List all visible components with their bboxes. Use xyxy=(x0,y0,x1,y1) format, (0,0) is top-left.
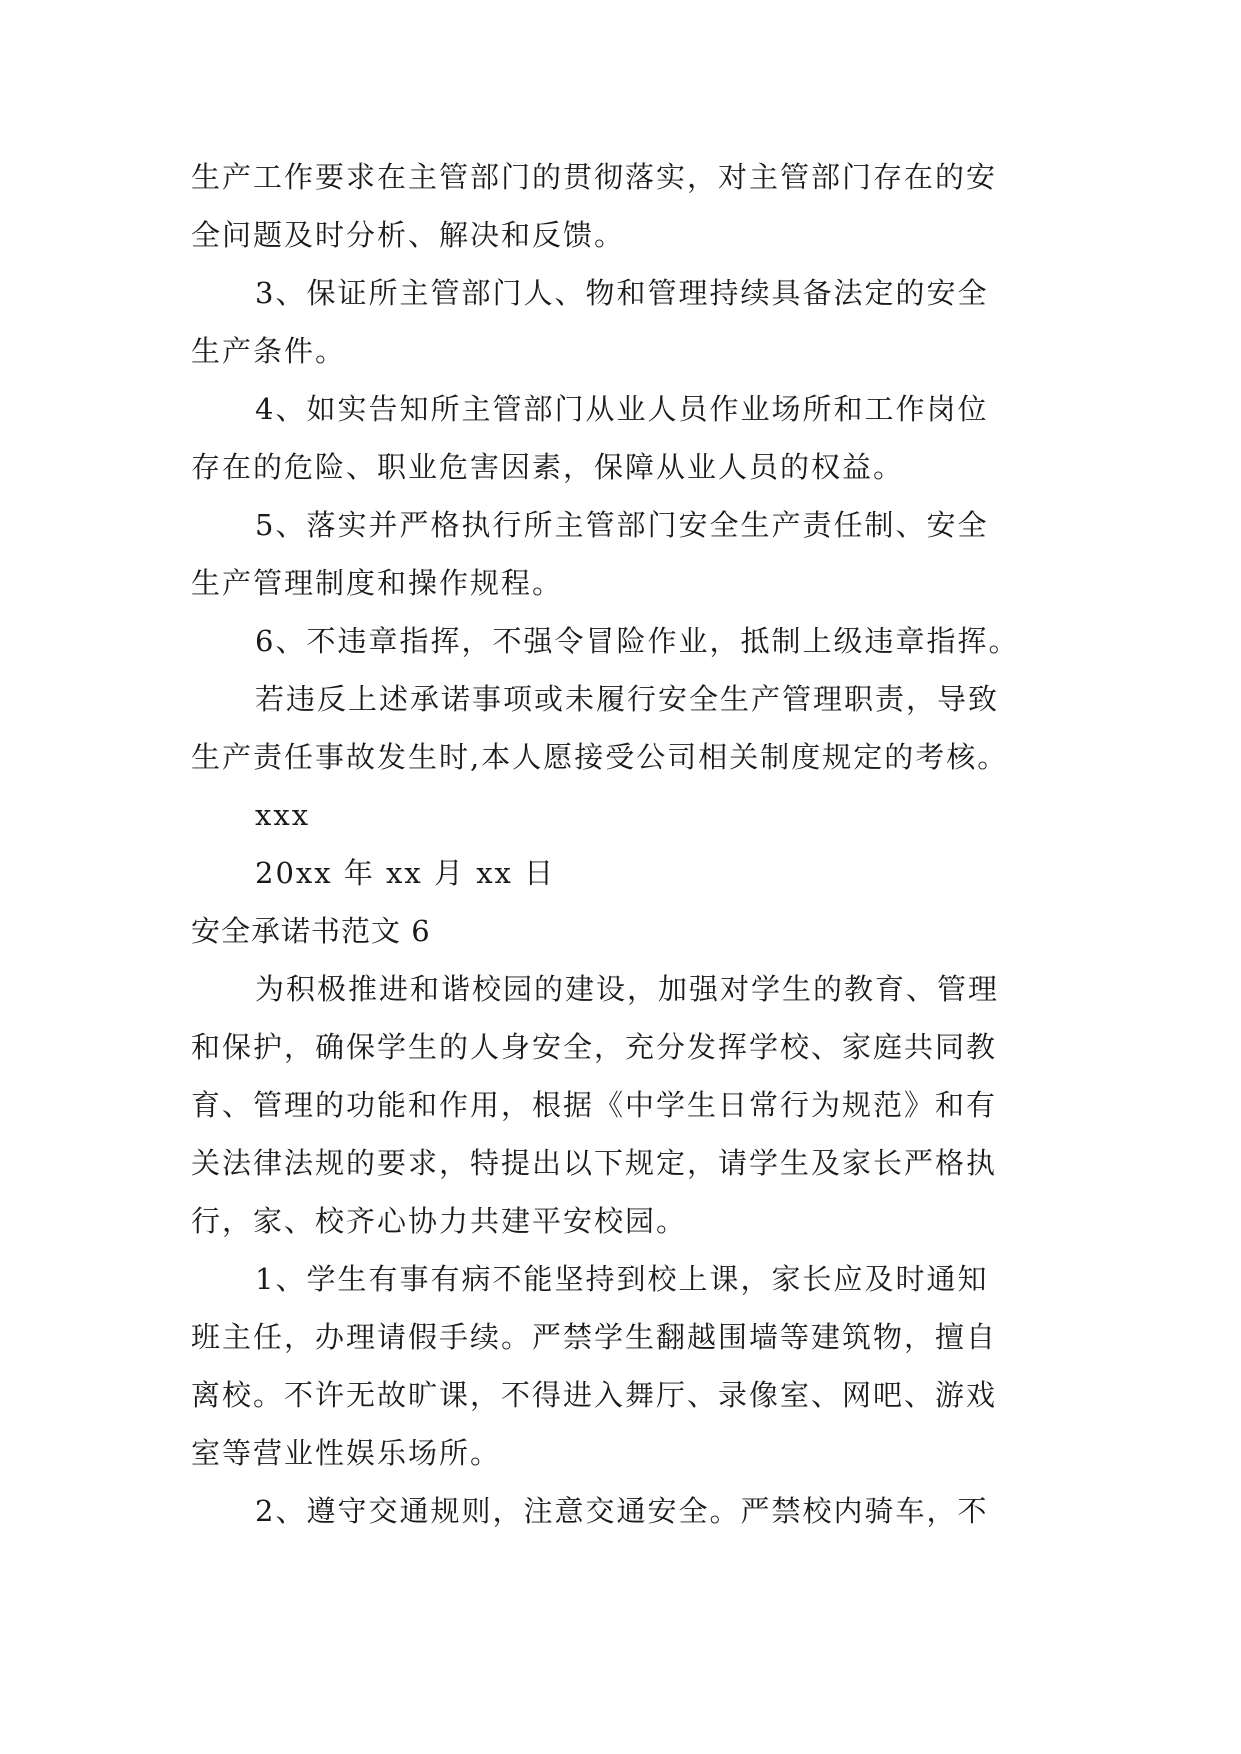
section-heading: 安全承诺书范文 6 xyxy=(191,914,431,948)
text-line: 行，家、校齐心协力共建平安校园。 xyxy=(191,1204,688,1238)
document-body xyxy=(191,158,1071,1530)
text-line: 班主任，办理请假手续。严禁学生翻越围墙等建筑物，擅自 xyxy=(191,1320,998,1354)
signature-date: 20xx 年 xx 月 xx 日 xyxy=(255,856,556,890)
text-line: 和保护，确保学生的人身安全，充分发挥学校、家庭共同教 xyxy=(191,1030,998,1064)
text-line: 2、遵守交通规则，注意交通安全。严禁校内骑车，不 xyxy=(255,1494,989,1528)
text-line: 生产责任事故发生时,本人愿接受公司相关制度规定的考核。 xyxy=(191,740,1009,774)
text-line: 离校。不许无故旷课，不得进入舞厅、录像室、网吧、游戏 xyxy=(191,1378,998,1412)
signature-name: xxx xyxy=(255,798,311,832)
text-line: 关法律法规的要求，特提出以下规定，请学生及家长严格执 xyxy=(191,1146,998,1180)
text-line: 若违反上述承诺事项或未履行安全生产管理职责，导致 xyxy=(255,682,1000,716)
text-line: 6、不违章指挥，不强令冒险作业，抵制上级违章指挥。 xyxy=(255,624,1020,658)
text-line: 生产工作要求在主管部门的贯彻落实，对主管部门存在的安 xyxy=(191,160,998,194)
text-line: 4、如实告知所主管部门从业人员作业场所和工作岗位 xyxy=(255,392,989,426)
text-line: 全问题及时分析、解决和反馈。 xyxy=(191,218,626,252)
text-line: 生产管理制度和操作规程。 xyxy=(191,566,564,600)
text-line: 为积极推进和谐校园的建设，加强对学生的教育、管理 xyxy=(255,972,1000,1006)
text-line: 5、落实并严格执行所主管部门安全生产责任制、安全 xyxy=(255,508,989,542)
text-line: 存在的危险、职业危害因素，保障从业人员的权益。 xyxy=(191,450,905,484)
text-line: 室等营业性娱乐场所。 xyxy=(191,1436,502,1470)
text-line: 育、管理的功能和作用，根据《中学生日常行为规范》和有 xyxy=(191,1088,998,1122)
text-line: 生产条件。 xyxy=(191,334,347,368)
text-line: 3、保证所主管部门人、物和管理持续具备法定的安全 xyxy=(255,276,989,310)
text-line: 1、学生有事有病不能坚持到校上课，家长应及时通知 xyxy=(255,1262,989,1296)
